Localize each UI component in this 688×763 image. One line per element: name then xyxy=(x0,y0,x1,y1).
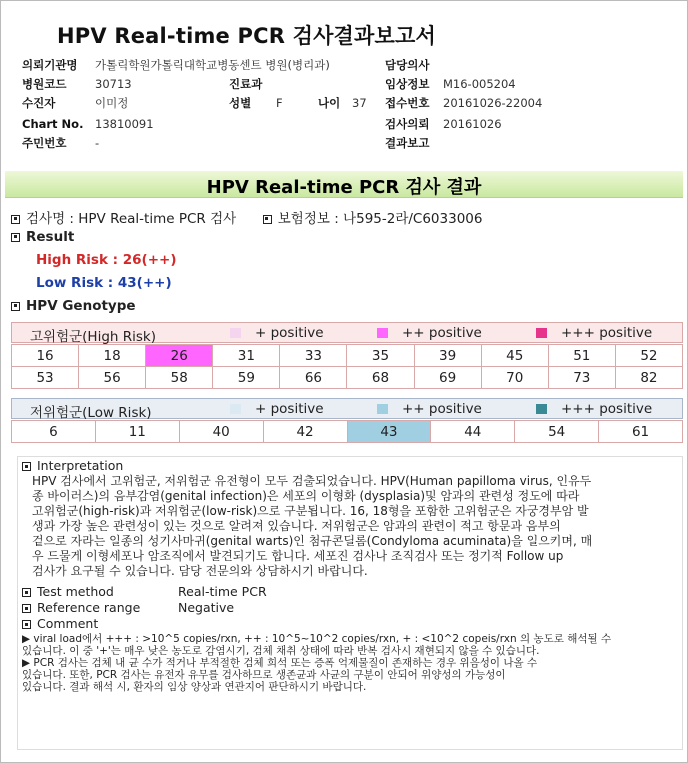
genotype-cell: 69 xyxy=(414,367,481,389)
genotype-cell: 16 xyxy=(12,345,79,367)
receipt-value: 20161026-22004 xyxy=(443,96,543,110)
genotype-cell: 82 xyxy=(615,367,682,389)
high-legend-plusplusplus: +++ positive xyxy=(536,325,652,341)
doctor-label: 담당의사 xyxy=(385,58,430,72)
interpretation-heading xyxy=(22,458,123,473)
genotype-cell: 51 xyxy=(548,345,615,367)
legend-swatch-icon xyxy=(377,328,388,338)
low-risk-row xyxy=(12,421,683,443)
test-method-label: Test method xyxy=(37,584,114,599)
comment-line: 있습니다. 또한, PCR 검사는 유전자 유무를 검사하므로 생존균과 사균의 구분이 안되어 위양성의 가능성이 xyxy=(22,669,506,681)
genotype-label: HPV Genotype xyxy=(26,298,136,314)
low-legend-plusplus: ++ positive xyxy=(377,401,482,417)
test-method-row xyxy=(22,584,114,599)
report-label: 결과보고 xyxy=(385,136,430,150)
genotype-cell: 11 xyxy=(95,421,179,443)
low-risk-group-label: 저위험군(Low Risk) xyxy=(30,405,152,421)
comment-line: ▶ viral load에서 +++ : >10^5 copies/rxn, ++ : 10^5~10^2 copies/rxn, + : <10^2 copeis/rxn 의 농도로 해석될 수 xyxy=(22,633,612,645)
genotype-cell: 56 xyxy=(79,367,146,389)
receipt-label: 접수번호 xyxy=(385,96,430,110)
high-risk-result: High Risk : 26(++) xyxy=(36,252,177,268)
bullet-square-icon xyxy=(11,233,20,242)
reference-label: Reference range xyxy=(37,600,141,615)
sex-label: 성별 xyxy=(229,96,252,110)
comment-label: Comment xyxy=(37,616,99,631)
comment-line: 있습니다. 이 중 '+'는 매우 낮은 농도로 감염시기, 검체 채취 상태에 따라 반복 검사시 재현되지 않을 수 있습니다. xyxy=(22,645,540,657)
high-legend-plus: + positive xyxy=(230,325,324,341)
result-banner-title: HPV Real-time PCR 검사 결과 xyxy=(206,177,482,198)
interpretation-line: 우 드물게 이형세포나 암조직에서 발견되기도 합니다. 세포진 검사나 조직검사 또는 정기적 Follow up xyxy=(32,549,564,563)
code-label: 병원코드 xyxy=(22,77,67,91)
dept-label: 진료과 xyxy=(229,77,263,91)
bullet-square-icon xyxy=(11,302,20,311)
age-value: 37 xyxy=(352,96,367,110)
genotype-cell: 52 xyxy=(615,345,682,367)
genotype-cell: 31 xyxy=(213,345,280,367)
result-heading xyxy=(11,229,74,245)
insurance-info: 보험정보 : 나595-2라/C6033006 xyxy=(277,211,483,227)
low-risk-table xyxy=(11,420,683,443)
request-label: 검사의뢰 xyxy=(385,117,430,131)
patient-label: 수진자 xyxy=(22,96,56,110)
request-value: 20161026 xyxy=(443,117,502,131)
sex-value: F xyxy=(276,96,283,110)
legend-swatch-icon xyxy=(377,404,388,414)
low-risk-header xyxy=(11,398,683,419)
genotype-cell: 43 xyxy=(347,421,431,443)
low-legend-plusplusplus: +++ positive xyxy=(536,401,652,417)
interpretation-line: 겉으로 자라는 일종의 성기사마귀(genital warts)인 첨규콘딜롬(Condyloma acuminata)을 일으키며, 매 xyxy=(32,534,593,548)
bullet-square-icon xyxy=(11,215,20,224)
reference-value: Negative xyxy=(178,600,235,615)
resident-value: - xyxy=(95,136,100,150)
hospital-label: 의뢰기관명 xyxy=(22,58,78,72)
genotype-cell: 54 xyxy=(515,421,599,443)
test-method-value: Real-time PCR xyxy=(178,584,267,599)
report-title: HPV Real-time PCR 검사결과보고서 xyxy=(57,24,436,48)
bullet-square-icon xyxy=(22,604,31,613)
genotype-cell: 35 xyxy=(347,345,414,367)
genotype-cell: 33 xyxy=(280,345,347,367)
clinical-label: 임상정보 xyxy=(385,77,430,91)
chart-value: 13810091 xyxy=(95,117,154,131)
interpretation-label: Interpretation xyxy=(37,458,124,473)
high-risk-row xyxy=(12,367,683,389)
clinical-value: M16-005204 xyxy=(443,77,516,91)
comment-line: ▶ PCR 검사는 검체 내 균 수가 적거나 부적절한 검체 희석 또는 증폭 억제물질이 존재하는 경우 위음성이 나올 수 xyxy=(22,657,538,669)
genotype-cell: 18 xyxy=(79,345,146,367)
genotype-cell: 58 xyxy=(146,367,213,389)
interpretation-line: 고위험군(high-risk)과 저위험군(low-risk)으로 구분됩니다. 16, 18형을 포함한 고위험군은 자궁경부암 발 xyxy=(32,504,589,518)
interpretation-line: 검사가 요구될 수 있습니다. 담당 전문의와 상담하시기 바랍니다. xyxy=(32,564,368,578)
comment-heading xyxy=(22,616,98,631)
bullet-square-icon xyxy=(22,588,31,597)
genotype-cell: 73 xyxy=(548,367,615,389)
genotype-heading xyxy=(11,298,136,314)
interpretation-line: 생과 가장 높은 관련성이 있는 것으로 알려져 있습니다. 저위험군은 암과의 관련이 적고 항문과 음부의 xyxy=(32,519,561,533)
genotype-cell: 39 xyxy=(414,345,481,367)
comment-line: 있습니다. 결과 해석 시, 환자의 임상 양상과 연관지어 판단하시기 바랍니다. xyxy=(22,681,367,693)
chart-label: Chart No. xyxy=(22,117,84,131)
genotype-cell: 70 xyxy=(481,367,548,389)
low-risk-result: Low Risk : 43(++) xyxy=(36,275,172,291)
genotype-cell: 53 xyxy=(12,367,79,389)
comment-text xyxy=(22,633,680,693)
low-legend-plus: + positive xyxy=(230,401,324,417)
test-name-row xyxy=(11,207,482,227)
patient-value: 이미정 xyxy=(95,96,129,110)
high-risk-row xyxy=(12,345,683,367)
genotype-cell: 40 xyxy=(179,421,263,443)
high-legend-plusplus: ++ positive xyxy=(377,325,482,341)
resident-label: 주민번호 xyxy=(22,136,67,150)
genotype-cell: 42 xyxy=(263,421,347,443)
high-risk-table xyxy=(11,344,683,389)
legend-swatch-icon xyxy=(536,328,547,338)
reference-row xyxy=(22,600,140,615)
test-name: 검사명 : HPV Real-time PCR 검사 xyxy=(26,211,237,227)
genotype-cell: 6 xyxy=(12,421,96,443)
genotype-cell: 66 xyxy=(280,367,347,389)
interpretation-line: HPV 검사에서 고위험군, 저위험군 유전형이 모두 검출되었습니다. HPV(Human papilloma virus, 인유두 xyxy=(32,474,592,488)
bullet-square-icon xyxy=(22,620,31,629)
legend-swatch-icon xyxy=(536,404,547,414)
high-risk-group-label: 고위험군(High Risk) xyxy=(30,329,156,345)
bullet-square-icon xyxy=(22,462,31,471)
genotype-cell: 26 xyxy=(146,345,213,367)
genotype-cell: 59 xyxy=(213,367,280,389)
genotype-cell: 45 xyxy=(481,345,548,367)
genotype-cell: 68 xyxy=(347,367,414,389)
genotype-cell: 61 xyxy=(599,421,683,443)
legend-swatch-icon xyxy=(230,328,241,338)
interpretation-line: 종 바이러스)의 음부감염(genital infection)은 세포의 이형화 (dysplasia)및 암과의 관련성 정도에 따라 xyxy=(32,489,580,503)
genotype-cell: 44 xyxy=(431,421,515,443)
age-label: 나이 xyxy=(318,96,341,110)
interpretation-text xyxy=(32,474,676,579)
legend-swatch-icon xyxy=(230,404,241,414)
code-value: 30713 xyxy=(95,77,132,91)
bullet-square-icon xyxy=(263,215,272,224)
high-risk-header xyxy=(11,322,683,343)
result-label: Result xyxy=(26,229,75,245)
hospital-value: 가톨릭학원가톨릭대학교병동센트 병원(병리과) xyxy=(95,58,330,72)
